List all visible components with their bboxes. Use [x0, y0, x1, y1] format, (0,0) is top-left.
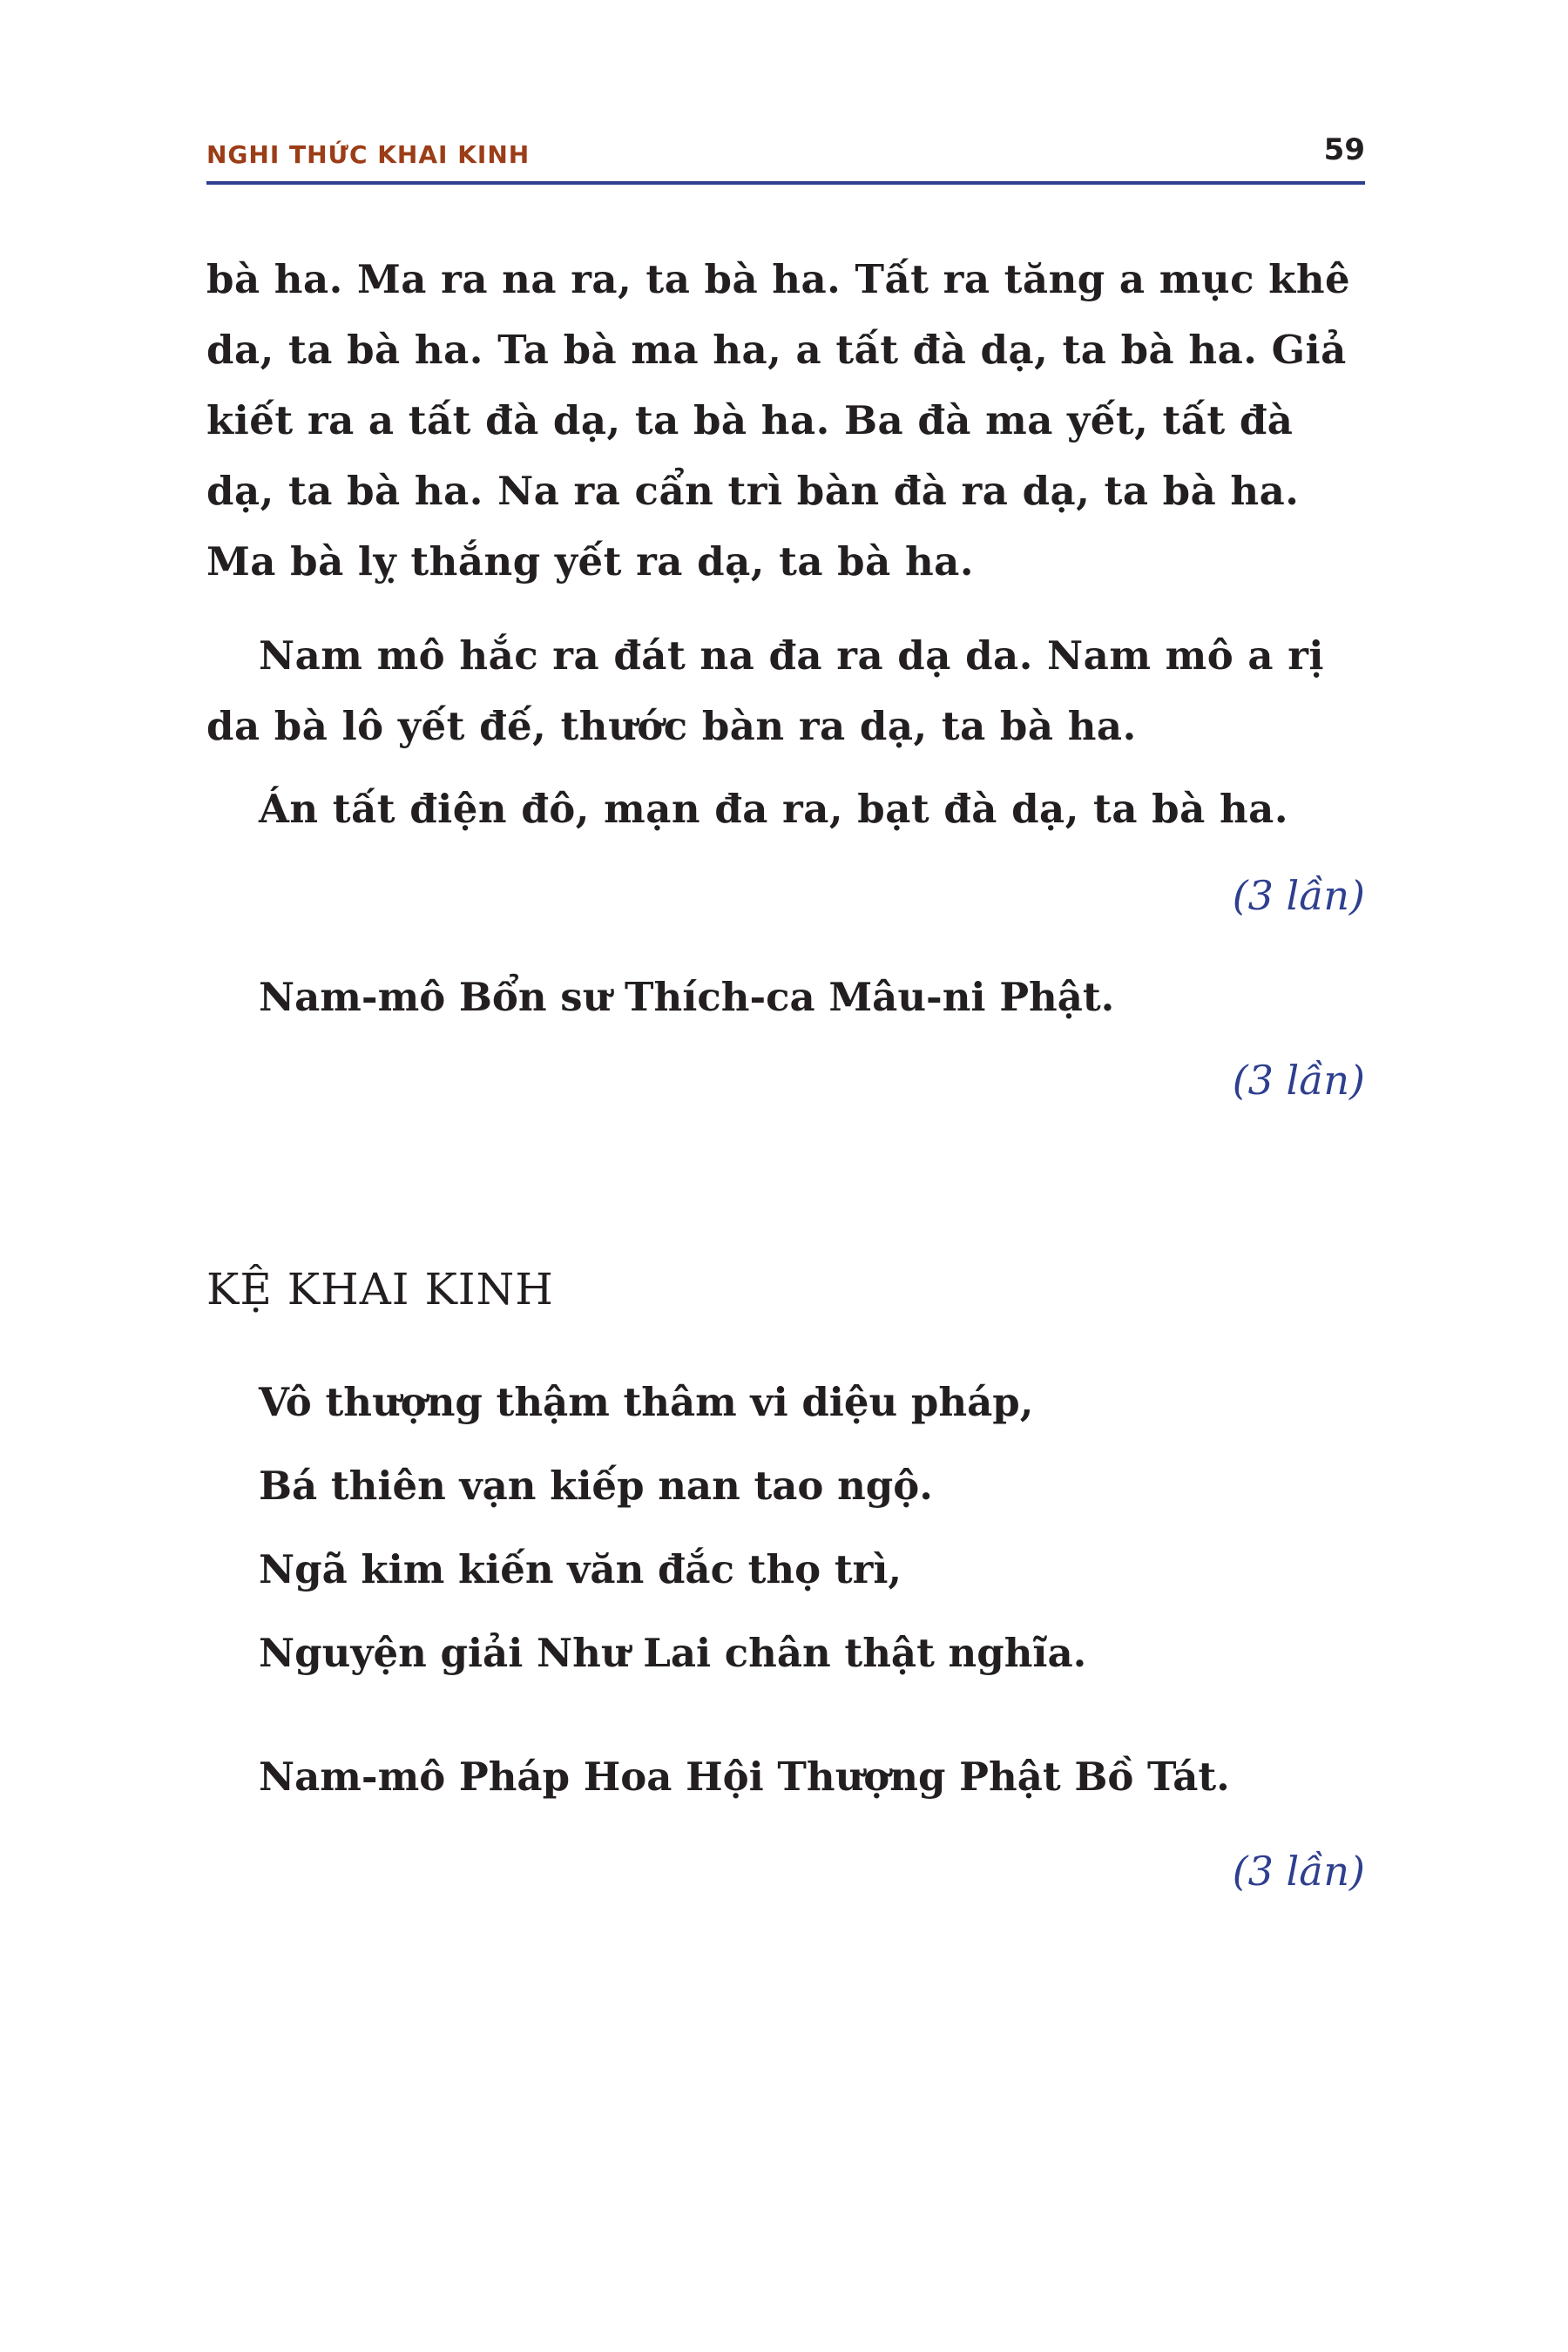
repeat-note-dharani: (3 lần) [1232, 872, 1365, 919]
homage-lotus-assembly: Nam-mô Pháp Hoa Hội Thượng Phật Bồ Tát. [259, 1754, 1230, 1800]
verse-line-1: Vô thượng thậm thâm vi diệu pháp, [259, 1379, 1034, 1425]
verse-line-2: Bá thiên vạn kiếp nan tao ngộ. [259, 1463, 933, 1509]
dharani-paragraph-1: bà ha. Ma ra na ra, ta bà ha. Tất ra tăng a mục khê da, ta bà ha. Ta bà ma ha, a tất đà dạ, ta bà ha. Giả kiết ra a tất đà dạ, ta bà ha. Ba đà ma yết, tất đà dạ, ta bà ha. Na ra cẩn trì bàn đà ra dạ, ta bà ha. Ma bà lỵ thắng yết ra dạ, ta bà ha. [206, 256, 1351, 585]
page-number: 59 [1323, 132, 1365, 167]
dharani-paragraph-2: Nam mô hắc ra đát na đa ra dạ da. Nam mô a rị da bà lô yết đế, thước bàn ra dạ, ta bà ha. [206, 632, 1325, 749]
repeat-note-homage-2: (3 lần) [1232, 1848, 1365, 1895]
verse-line-4: Nguyện giải Như Lai chân thật nghĩa. [259, 1630, 1087, 1676]
dharani-paragraph-3: Án tất điện đô, mạn đa ra, bạt đà dạ, ta bà ha. [259, 786, 1288, 832]
verse-line-3: Ngã kim kiến văn đắc thọ trì, [259, 1546, 902, 1592]
section-heading: KỆ KHAI KINH [206, 1264, 554, 1315]
running-header [206, 122, 1365, 185]
homage-shakyamuni: Nam-mô Bổn sư Thích-ca Mâu-ni Phật. [259, 974, 1115, 1020]
repeat-note-homage-1: (3 lần) [1232, 1057, 1365, 1104]
running-title: NGHI THỨC KHAI KINH [206, 140, 531, 169]
